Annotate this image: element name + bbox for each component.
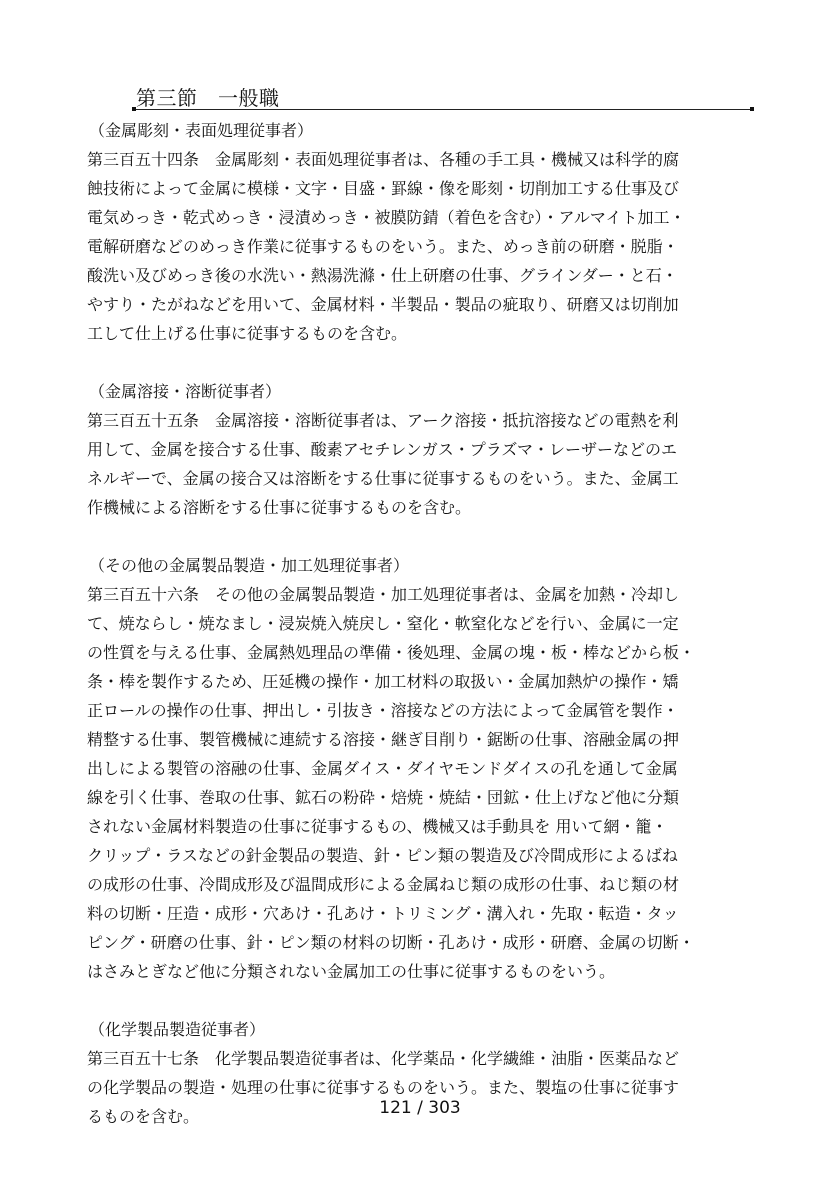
header-rule: [132, 109, 754, 110]
section-header: [132, 84, 754, 114]
document-body: [87, 116, 753, 1131]
article-caption: （その他の金属製品製造・加工処理従事者）: [89, 556, 410, 575]
article-text: 第三百五十五条 金属溶接・溶断従事者は、アーク溶接・抵抗溶接などの電熱を利 用して、金属を接合する仕事、酸素アセチレンガス・プラズマ・レーザーなどのエ ネルギーで、金属の接合又は溶断をする仕事に従事するものをいう。また、金属工 作機械による溶断をする仕事に従事するものを含む。: [87, 411, 679, 517]
article-356: [87, 551, 753, 986]
article-text: 第三百五十六条 その他の金属製品製造・加工処理従事者は、金属を加熱・冷却し て、焼ならし・焼なまし・浸炭焼入焼戻し・窒化・軟窒化などを行い、金属に一定 の性質を与える仕事、金属熱処理品の準備・後処理、金属の塊・板・棒などから板・ 条・棒を製作するため、圧延機の操作・加工材料の取扱い・金属加熱炉の操作・矯 正ロールの操作の仕事、押出し・引抜き・溶接などの方法によって金属管を製作・ 精整する仕事、製管機械に連続する溶接・継ぎ目削り・鋸断の仕事、溶融金属の押 出しによる製管の溶融の仕事、金属ダイス・ダイヤモンドダイスの孔を通して金属 線を引く仕事、巻取の仕事、鉱石の粉砕・焙焼・焼結・団鉱・仕上げなど他に分類 されない金属材料製造の仕事に従事するもの、機械又は手動具を 用いて網・籠・ クリップ・ラスなどの針金製品の製造、針・ピン類の製造及び冷間成形によるばね の成形の仕事、冷間成形及び温間成形による金属ねじ類の成形の仕事、ねじ類の材 料の切断・圧造・成形・穴あけ・孔あけ・トリミング・溝入れ・先取・転造・タッ ピング・研磨の仕事、針・ピン類の材料の切断・孔あけ・成形・研磨、金属の切断・ はさみとぎなど他に分類されない金属加工の仕事に従事するものをいう。: [87, 585, 696, 981]
header-rule-right-marker: [750, 107, 754, 111]
article-text: 第三百五十四条 金属彫刻・表面処理従事者は、各種の手工具・機械又は科学的腐 蝕技術によって金属に模様・文字・目盛・罫線・像を彫刻・切削加工する仕事及び 電気めっき・乾式めっき・浸漬めっき・被膜防錆（着色を含む）・アルマイト加工・ 電解研磨などのめっき作業に従事するものをいう。また、めっき前の研磨・脱脂・ 酸洗い及びめっき後の水洗い・熱湯洗滌・仕上研磨の仕事、グラインダー・と石・ やすり・たがねなどを用いて、金属材料・半製品・製品の疵取り、研磨又は切削加 工して仕上げる仕事に従事するものを含む。: [87, 150, 686, 343]
article-caption: （金属溶接・溶断従事者）: [89, 382, 282, 401]
article-text: 第三百五十七条 化学製品製造従事者は、化学薬品・化学繊維・油脂・医薬品など の化学製品の製造・処理の仕事に従事するものをいう。また、製塩の仕事に従事す るものを含む。: [87, 1049, 680, 1126]
header-rule-left-marker: [132, 107, 136, 111]
article-354: [87, 116, 753, 348]
section-title: 第三節 一般職: [136, 86, 280, 110]
article-caption: （金属彫刻・表面処理従事者）: [89, 121, 314, 140]
page-number: 121 / 303: [379, 1098, 461, 1118]
article-caption: （化学製品製造従事者）: [89, 1020, 266, 1039]
article-355: [87, 377, 753, 522]
